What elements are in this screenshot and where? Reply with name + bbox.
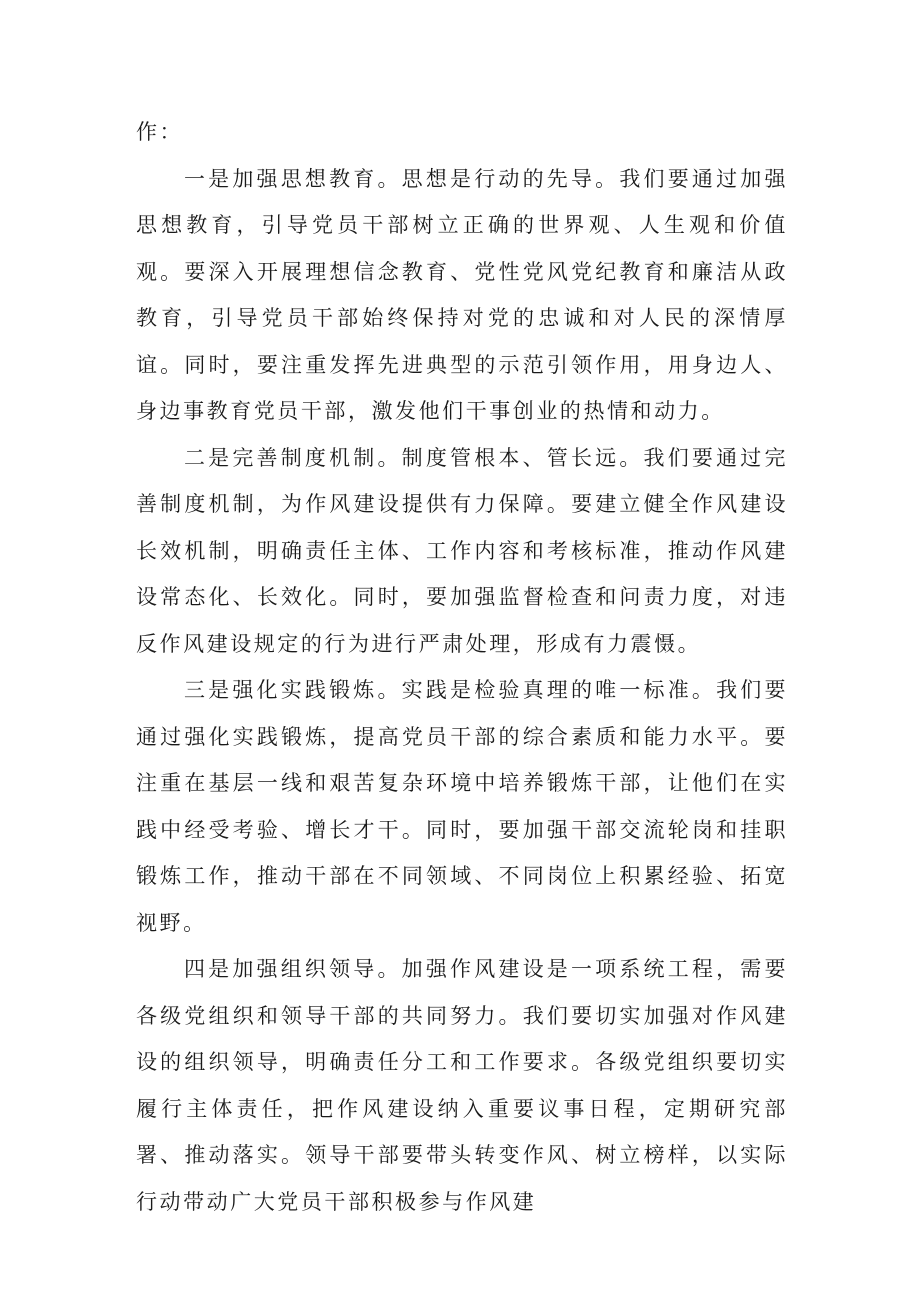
paragraph-practical-training: 三是强化实践锻炼。实践是检验真理的唯一标准。我们要通过强化实践锻炼，提高党员干部的综合素质和能力水平。要注重在基层一线和艰苦复杂环境中培养锻炼干部，让他们在实践中经受考验、增长才干。同时，要加强干部交流轮岗和挂职锻炼工作，推动干部在不同领域、不同岗位上积累经验、拓宽视野。 bbox=[136, 678, 788, 935]
paragraph-system-mechanism: 二是完善制度机制。制度管根本、管长远。我们要通过完善制度机制，为作风建设提供有力保障。要建立健全作风建设长效机制，明确责任主体、工作内容和考核标准，推动作风建设常态化、长效化。同时，要加强监督检查和问责力度，对违反作风建设规定的行为进行严肃处理，形成有力震慑。 bbox=[136, 445, 788, 656]
paragraph-continuation: 作： bbox=[136, 120, 184, 144]
paragraph-ideological-education: 一是加强思想教育。思想是行动的先导。我们要通过加强思想教育，引导党员干部树立正确的世界观、人生观和价值观。要深入开展理想信念教育、党性党风党纪教育和廉洁从政教育，引导党员干部始终保持对党的忠诚和对人民的深情厚谊。同时，要注重发挥先进典型的示范引领作用，用身边人、身边事教育党员干部，激发他们干事创业的热情和动力。 bbox=[136, 166, 788, 423]
document-body bbox=[136, 109, 788, 1225]
paragraph-organizational-leadership: 四是加强组织领导。加强作风建设是一项系统工程，需要各级党组织和领导干部的共同努力。我们要切实加强对作风建设的组织领导，明确责任分工和工作要求。各级党组织要切实履行主体责任，把作风建设纳入重要议事日程，定期研究部署、推动落实。领导干部要带头转变作风、树立榜样，以实际行动带动广大党员干部积极参与作风建 bbox=[136, 957, 788, 1214]
